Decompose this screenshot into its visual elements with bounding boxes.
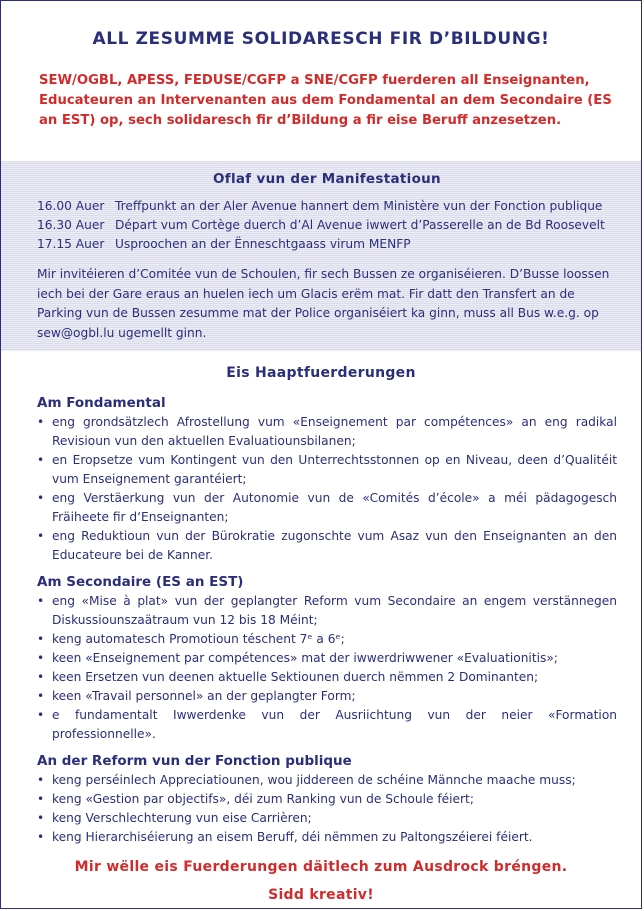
list-item: • keng «Gestion par objectifs», déi zum Ranking vun de Schoule féiert; [37,790,617,809]
list-item: • keng perséinlech Appreciatiounen, wou jiddereen de schéine Männche maache muss; [37,771,617,790]
bus-note: Mir invitéieren d’Comitée vun de Schoulen, fir sech Bussen ze organiséieren. D’Busse loossen iech bei der Gare eraus an huelen iech um Glacis erëm mat. Fir datt den Transfert an de Parking vun de Bussen zesumme mat der Police organiséiert ka ginn, muss all Bus w.e.g. op sew@ogbl.lu ugemellt ginn. [37,267,610,340]
list-item: • en Eropsetze vum Kontingent vun den Unterrechtsstonnen op en Niveau, deen d’Qualitéit vum Enseignement garantéiert; [37,451,617,489]
demands-secondaire [37,574,617,744]
list-item: • eng Verstäerkung vun der Autonomie vun de «Comités d’école» a méi pädagogesch Fräiheete fir d‘Enseignanten; [37,489,617,527]
schedule-text: Treffpunkt an der Aler Avenue hannert dem Ministère vun der Fonction publique [115,199,603,213]
demands-fondamental [37,395,617,565]
schedule-text: Départ vum Cortège duerch d’Al Avenue iwwert d’Passerelle an de Bd Roosevelt [115,218,605,232]
demands-heading: Eis Haaptfuerderungen [226,365,416,381]
schedule-time: 16.30 Auer [37,218,105,232]
manifestation-band [1,161,641,351]
schedule-row [37,235,617,254]
demands-fonction-publique [37,753,617,847]
schedule-text: Usproochen an der Ënneschtgaass virum MENFP [115,237,411,251]
intro-paragraph: SEW/OGBL, APESS, FEDUSE/CGFP a SNE/CGFP fuerderen all Enseignanten, Educateuren an Intervenanten aus dem Fondamental an dem Secondaire (ES an EST) op, sech solidaresch fir d’Bildung a fir eise Beruff anzesetzen. [39,73,612,128]
schedule-row [37,197,617,216]
list-item: • keen «Travail personnel» an der geplangter Form; [37,687,617,706]
list-item: • eng «Mise à plat» vun der geplangter Reform vum Secondaire an engem verstännegen Diskussiounszаätraum vun 12 bis 18 Méint; [37,592,617,630]
schedule-row [37,216,617,235]
closing-line: Mir wëlle eis Fuerderungen däitlech zum Ausdrock bréngen. [74,859,568,875]
demand-list [37,771,617,847]
list-item: • keen Ersetzen vun deenen aktuelle Sektiounen duerch nëmmen 2 Dominanten; [37,668,617,687]
list-item: • keng Hierarchiséierung an eisem Beruff, déi nëmmen zu Paltongszéierei féiert. [37,828,617,847]
demand-list [37,592,617,744]
block-heading: Am Secondaire (ES an EST) [37,574,244,590]
demand-list [37,413,617,565]
closing-slogan: Sidd kreativ! [268,887,374,903]
list-item: • keng automatesch Promotioun téschent 7ᵉ a 6ᵉ; [37,630,617,649]
schedule-list [37,197,617,254]
list-item: • keen «Enseignement par compétences» mat der iwwerdriwwener «Evaluationitis»; [37,649,617,668]
list-item: • e fundamentalt Iwwerdenke vun der Ausriichtung vun der neier «Formation professionnelle». [37,706,617,744]
list-item: • keng Verschlechterung vun eise Carrièren; [37,809,617,828]
schedule-time: 17.15 Auer [37,237,105,251]
list-item: • eng Reduktioun vun der Bürokratie zugonschte vum Asaz vun den Enseignanten an den Educateure bei de Kanner. [37,527,617,565]
manifestation-heading: Oflaf vun der Manifestatioun [213,171,441,187]
block-heading: An der Reform vun der Fonction publique [37,753,352,769]
flyer-title: ALL ZESUMME SOLIDARESCH FIR D’BILDUNG! [92,29,550,49]
block-heading: Am Fondamental [37,395,166,411]
list-item: • eng grondsätzlech Afrostellung vum «Enseignement par compétences» an eng radikal Revisioun vun den aktuellen Evaluatiounsbilanen; [37,413,617,451]
schedule-time: 16.00 Auer [37,199,105,213]
